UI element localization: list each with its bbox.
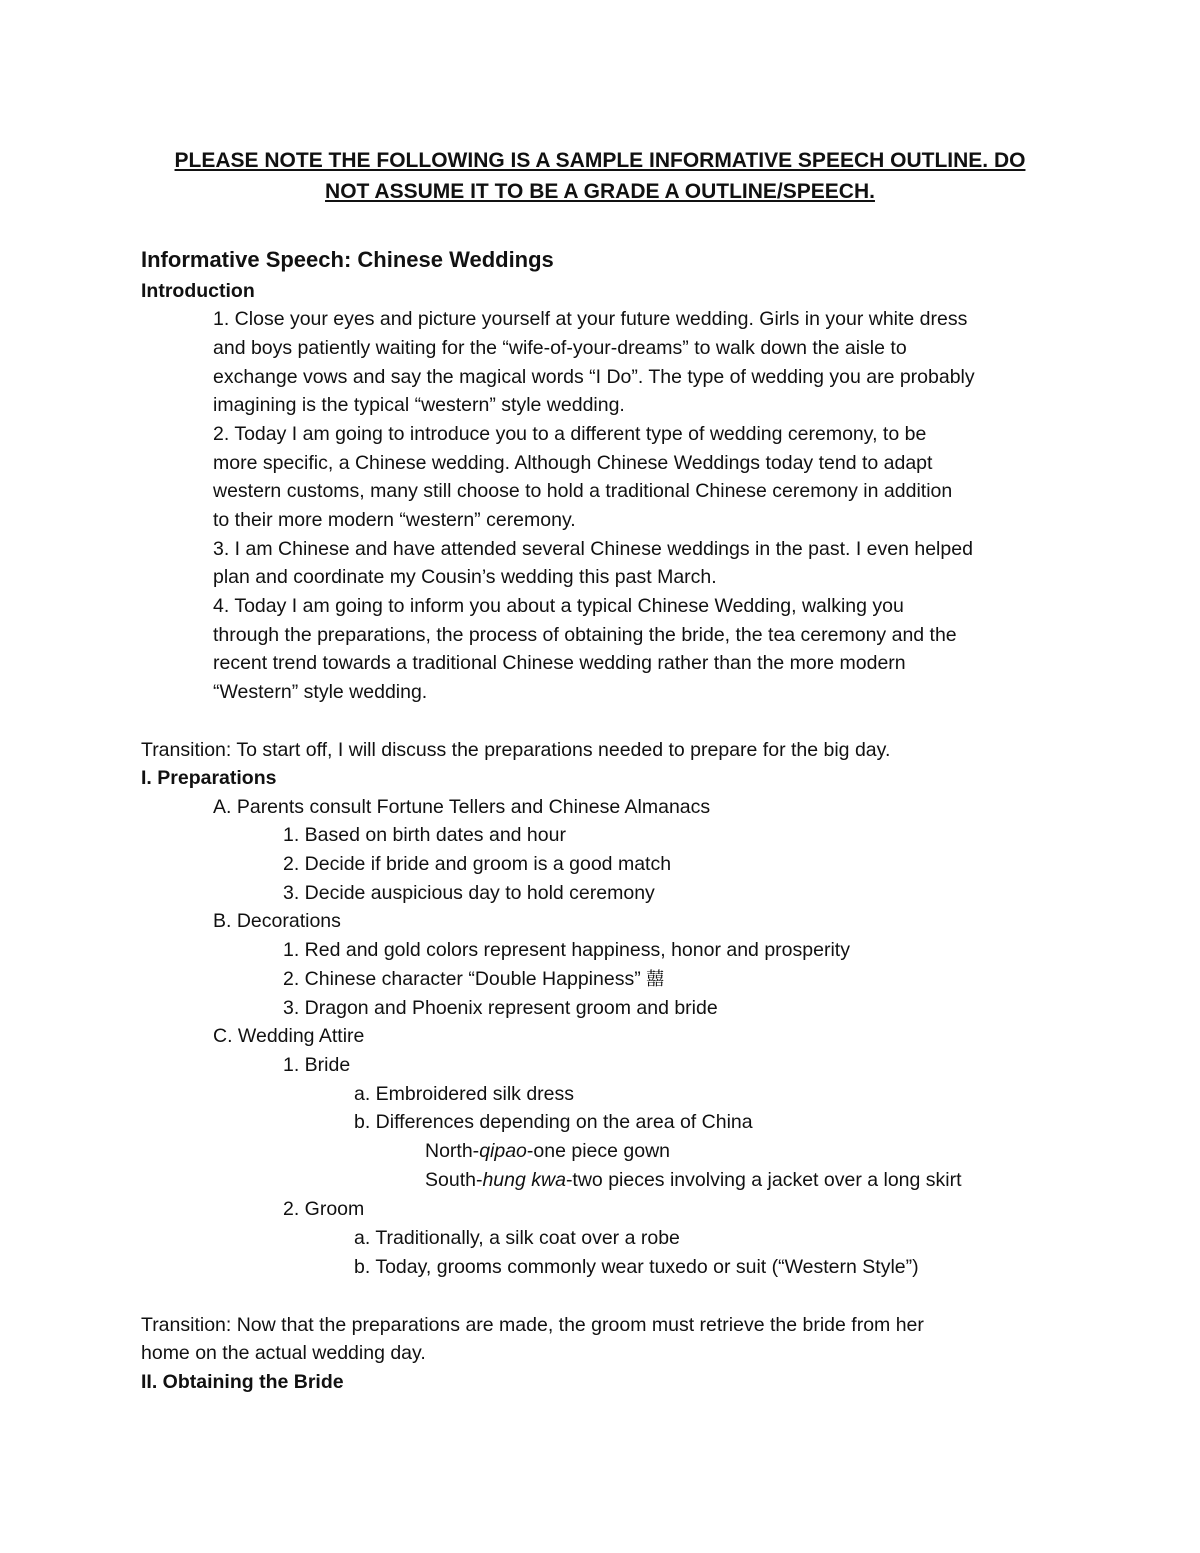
north-term: qipao (479, 1140, 527, 1162)
outline-item: 1. Red and gold colors represent happiness, honor and prosperity (283, 939, 850, 961)
outline-item: a. Traditionally, a silk coat over a robe (354, 1227, 680, 1249)
intro-line: exchange vows and say the magical words “I Do”. The type of wedding you are probably (213, 366, 975, 388)
intro-line: 2. Today I am going to introduce you to a different type of wedding ceremony, to be (213, 423, 927, 445)
section-2-heading: II. Obtaining the Bride (141, 1371, 344, 1393)
intro-line: through the preparations, the process of obtaining the bride, the tea ceremony and the (213, 624, 957, 646)
notice-line-2: NOT ASSUME IT TO BE A GRADE A OUTLINE/SPEECH. (325, 180, 875, 203)
outline-item (425, 1166, 962, 1194)
intro-line: to their more modern “western” ceremony. (213, 509, 576, 531)
north-rest: -one piece gown (526, 1140, 671, 1162)
outline-item: 2. Decide if bride and groom is a good match (283, 853, 672, 875)
intro-line: recent trend towards a traditional Chinese wedding rather than the more modern (213, 652, 906, 674)
outline-item: C. Wedding Attire (213, 1025, 365, 1047)
introduction-heading: Introduction (141, 280, 255, 302)
north-prefix: North- (425, 1140, 480, 1162)
south-term: hung kwa (482, 1169, 566, 1191)
outline-item: 3. Decide auspicious day to hold ceremony (283, 882, 655, 904)
transition-1: Transition: To start off, I will discuss the preparations needed to prepare for the big day. (141, 739, 891, 761)
outline-item: 1. Bride (283, 1054, 351, 1076)
outline-item: 2. Groom (283, 1198, 365, 1220)
double-happiness-glyph: 囍 (646, 969, 665, 990)
sample-notice (130, 145, 1070, 207)
transition-2-line-2: home on the actual wedding day. (141, 1342, 426, 1364)
speech-title: Informative Speech: Chinese Weddings (141, 247, 554, 272)
outline-item (283, 965, 664, 994)
outline-item: a. Embroidered silk dress (354, 1083, 575, 1105)
intro-line: 1. Close your eyes and picture yourself at your future wedding. Girls in your white dress (213, 308, 968, 330)
outline-item: 1. Based on birth dates and hour (283, 824, 566, 846)
intro-line: 4. Today I am going to inform you about a typical Chinese Wedding, walking you (213, 595, 904, 617)
intro-line: plan and coordinate my Cousin’s wedding this past March. (213, 566, 717, 588)
outline-item: 3. Dragon and Phoenix represent groom and bride (283, 997, 718, 1019)
outline-item (425, 1137, 670, 1165)
south-rest: -two pieces involving a jacket over a long skirt (565, 1169, 962, 1191)
transition-2-line-1: Transition: Now that the preparations are made, the groom must retrieve the bride from her (141, 1314, 924, 1336)
south-prefix: South- (425, 1169, 483, 1191)
intro-line: western customs, many still choose to hold a traditional Chinese ceremony in addition (213, 480, 953, 502)
intro-line: 3. I am Chinese and have attended several Chinese weddings in the past. I even helped (213, 538, 973, 560)
intro-line: and boys patiently waiting for the “wife-of-your-dreams” to walk down the aisle to (213, 337, 907, 359)
outline-item: b. Today, grooms commonly wear tuxedo or suit (“Western Style”) (354, 1256, 919, 1278)
notice-line-1: PLEASE NOTE THE FOLLOWING IS A SAMPLE INFORMATIVE SPEECH OUTLINE. DO (174, 149, 1026, 172)
intro-line: “Western” style wedding. (213, 681, 428, 703)
outline-item: B. Decorations (213, 910, 341, 932)
section-1-heading: I. Preparations (141, 767, 277, 789)
intro-line: more specific, a Chinese wedding. Although Chinese Weddings today tend to adapt (213, 452, 933, 474)
outline-item-text: 2. Chinese character “Double Happiness” (283, 968, 641, 990)
intro-line: imagining is the typical “western” style wedding. (213, 394, 625, 416)
outline-item: A. Parents consult Fortune Tellers and Chinese Almanacs (213, 796, 711, 818)
outline-item: b. Differences depending on the area of China (354, 1111, 753, 1133)
